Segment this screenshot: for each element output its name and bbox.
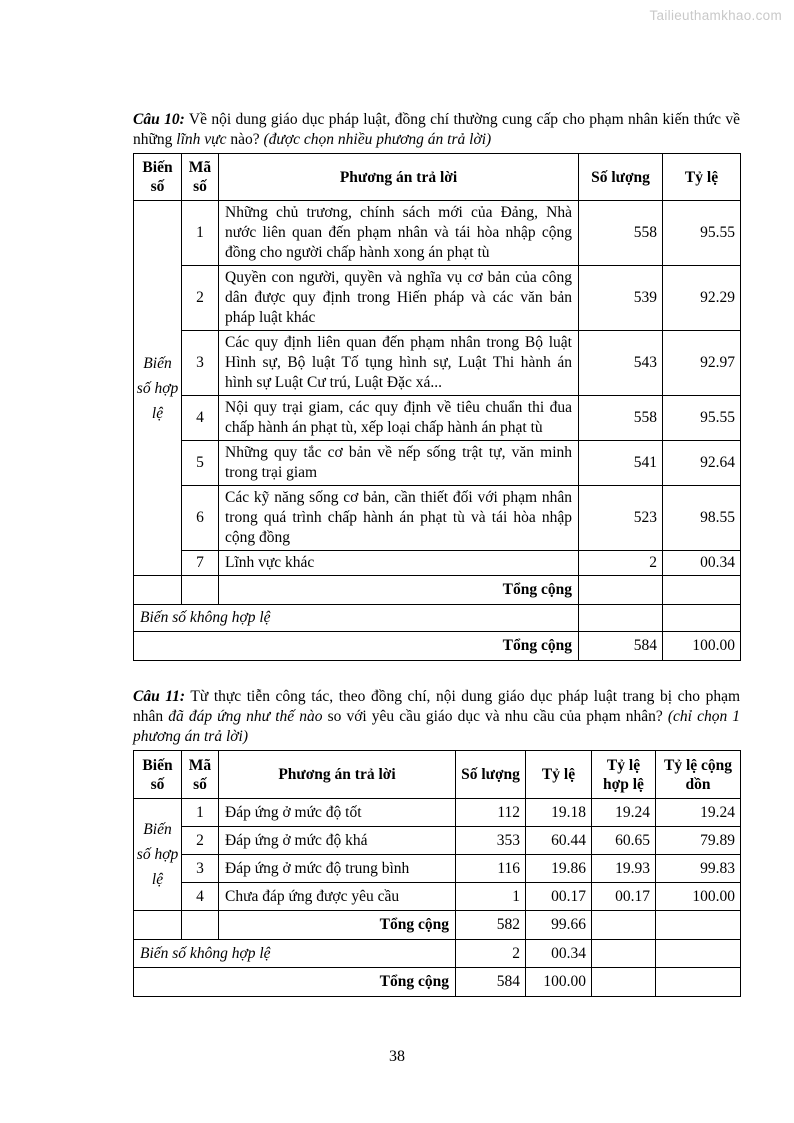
empty-cell (182, 576, 219, 605)
count-cell: 112 (456, 799, 526, 827)
option-cell: Đáp ứng ở mức độ tốt (219, 799, 456, 827)
question-11-intro-tail: so với yêu cầu giáo dục và nhu cầu của phạm nhân? (327, 708, 663, 725)
subtotal-label: Tổng cộng (219, 911, 456, 940)
empty-cell (656, 911, 741, 940)
total-label: Tổng cộng (134, 632, 579, 661)
subtotal-pct-cell (663, 576, 741, 605)
code-cell: 2 (182, 827, 219, 855)
pct-cell: 00.34 (663, 551, 741, 576)
table-row (134, 855, 741, 883)
pct-cell: 19.18 (526, 799, 592, 827)
code-cell: 1 (182, 799, 219, 827)
question-10-text (133, 110, 740, 150)
pct-cell: 92.29 (663, 266, 741, 331)
question-10-intro: Về nội dung giáo dục pháp luật, đồng chí thường cung cấp cho phạm nhân kiến thức về những (133, 111, 740, 148)
invalid-count-cell: 2 (456, 940, 526, 968)
question-10-table (133, 153, 741, 661)
question-11-section (133, 687, 740, 997)
question-10-label: Câu 10: (133, 111, 185, 128)
col-header-count: Số lượng (456, 751, 526, 799)
total-pct-cell: 100.00 (526, 968, 592, 997)
table-row (134, 396, 741, 441)
pct-cell: 19.86 (526, 855, 592, 883)
table-row (134, 331, 741, 396)
col-header-option: Phương án trả lời (219, 154, 579, 201)
col-header-code: Mã số (182, 751, 219, 799)
code-cell: 4 (182, 883, 219, 911)
question-11-table (133, 750, 741, 997)
code-cell: 5 (182, 441, 219, 486)
pct-cell: 00.17 (526, 883, 592, 911)
total-label: Tổng cộng (134, 968, 456, 997)
subtotal-row (134, 911, 741, 940)
invalid-count-cell (579, 605, 663, 632)
subtotal-count-cell (579, 576, 663, 605)
table-row (134, 551, 741, 576)
total-pct-cell: 100.00 (663, 632, 741, 661)
code-cell: 7 (182, 551, 219, 576)
count-cell: 558 (579, 396, 663, 441)
invalid-row (134, 605, 741, 632)
table-header-row (134, 154, 741, 201)
page-content (133, 110, 740, 997)
cum-pct-cell: 99.83 (656, 855, 741, 883)
col-header-variable: Biến số (134, 154, 182, 201)
question-11-parenthetical: (chỉ chọn 1 phương án trả lời) (133, 708, 741, 745)
empty-cell (134, 576, 182, 605)
table-row (134, 201, 741, 266)
code-cell: 4 (182, 396, 219, 441)
valid-variable-label: Biến số hợp lệ (134, 201, 182, 576)
code-cell: 3 (182, 331, 219, 396)
col-header-variable: Biến số (134, 751, 182, 799)
col-header-pct: Tỷ lệ (663, 154, 741, 201)
count-cell: 541 (579, 441, 663, 486)
invalid-pct-cell (663, 605, 741, 632)
table-row (134, 266, 741, 331)
empty-cell (182, 911, 219, 940)
total-row (134, 632, 741, 661)
empty-cell (656, 940, 741, 968)
code-cell: 3 (182, 855, 219, 883)
table-row (134, 827, 741, 855)
col-header-pct: Tỷ lệ (526, 751, 592, 799)
col-header-code: Mã số (182, 154, 219, 201)
pct-cell: 95.55 (663, 396, 741, 441)
table-row (134, 441, 741, 486)
question-11-text (133, 687, 740, 747)
table-row (134, 486, 741, 551)
cum-pct-cell: 100.00 (656, 883, 741, 911)
watermark: Tailieuthamkhao.com (649, 8, 782, 23)
empty-cell (134, 911, 182, 940)
valid-pct-cell: 19.24 (592, 799, 656, 827)
option-cell: Các quy định liên quan đến phạm nhân trong Bộ luật Hình sự, Bộ luật Tố tụng hình sự, Luật Thi hành án hình sự Luật Cư trú, Luật Đặc xá... (219, 331, 579, 396)
invalid-variable-label: Biến số không hợp lệ (134, 940, 456, 968)
col-header-valid-pct: Tỷ lệ hợp lệ (592, 751, 656, 799)
subtotal-pct-cell: 99.66 (526, 911, 592, 940)
total-count-cell: 584 (456, 968, 526, 997)
question-11-emphasis: đã đáp ứng như thế nào (168, 708, 323, 725)
pct-cell: 95.55 (663, 201, 741, 266)
table-header-row (134, 751, 741, 799)
code-cell: 2 (182, 266, 219, 331)
col-header-count: Số lượng (579, 154, 663, 201)
count-cell: 116 (456, 855, 526, 883)
count-cell: 2 (579, 551, 663, 576)
subtotal-count-cell: 582 (456, 911, 526, 940)
pct-cell: 92.97 (663, 331, 741, 396)
question-11-label: Câu 11: (133, 688, 186, 705)
count-cell: 543 (579, 331, 663, 396)
option-cell: Đáp ứng ở mức độ trung bình (219, 855, 456, 883)
question-10-parenthetical: (được chọn nhiều phương án trả lời) (263, 131, 492, 148)
cum-pct-cell: 79.89 (656, 827, 741, 855)
option-cell: Chưa đáp ứng được yêu cầu (219, 883, 456, 911)
option-cell: Đáp ứng ở mức độ khá (219, 827, 456, 855)
invalid-row (134, 940, 741, 968)
empty-cell (592, 968, 656, 997)
valid-pct-cell: 19.93 (592, 855, 656, 883)
count-cell: 523 (579, 486, 663, 551)
count-cell: 1 (456, 883, 526, 911)
col-header-cum-pct: Tỷ lệ cộng dồn (656, 751, 741, 799)
empty-cell (592, 911, 656, 940)
valid-pct-cell: 00.17 (592, 883, 656, 911)
table-row (134, 799, 741, 827)
subtotal-label: Tổng cộng (219, 576, 579, 605)
pct-cell: 60.44 (526, 827, 592, 855)
question-10-emphasis: lĩnh vực (176, 131, 227, 148)
total-row (134, 968, 741, 997)
count-cell: 353 (456, 827, 526, 855)
pct-cell: 92.64 (663, 441, 741, 486)
total-count-cell: 584 (579, 632, 663, 661)
question-11-intro: Từ thực tiễn công tác, theo đồng chí, nội dung giáo dục pháp luật trang bị cho phạm nhân (133, 688, 741, 725)
valid-pct-cell: 60.65 (592, 827, 656, 855)
invalid-pct-cell: 00.34 (526, 940, 592, 968)
col-header-option: Phương án trả lời (219, 751, 456, 799)
option-cell: Nội quy trại giam, các quy định về tiêu chuẩn thi đua chấp hành án phạt tù, xếp loại chấp hành án phạt tù (219, 396, 579, 441)
question-10-intro-tail: nào? (230, 131, 260, 148)
empty-cell (592, 940, 656, 968)
invalid-variable-label: Biến số không hợp lệ (134, 605, 579, 632)
count-cell: 539 (579, 266, 663, 331)
option-cell: Lĩnh vực khác (219, 551, 579, 576)
option-cell: Quyền con người, quyền và nghĩa vụ cơ bản của công dân được quy định trong Hiến pháp và các văn bản pháp luật khác (219, 266, 579, 331)
valid-variable-label: Biến số hợp lệ (134, 799, 182, 911)
pct-cell: 98.55 (663, 486, 741, 551)
option-cell: Những quy tắc cơ bản về nếp sống trật tự, văn minh trong trại giam (219, 441, 579, 486)
table-row (134, 883, 741, 911)
count-cell: 558 (579, 201, 663, 266)
option-cell: Các kỹ năng sống cơ bản, cần thiết đối với phạm nhân trong quá trình chấp hành án phạt tù và tái hòa nhập cộng đồng (219, 486, 579, 551)
empty-cell (656, 968, 741, 997)
page-number: 38 (389, 1048, 405, 1065)
code-cell: 1 (182, 201, 219, 266)
cum-pct-cell: 19.24 (656, 799, 741, 827)
option-cell: Những chủ trương, chính sách mới của Đảng, Nhà nước liên quan đến phạm nhân và tái hòa nhập cộng đồng cho người chấp hành xong án phạt tù (219, 201, 579, 266)
subtotal-row (134, 576, 741, 605)
code-cell: 6 (182, 486, 219, 551)
